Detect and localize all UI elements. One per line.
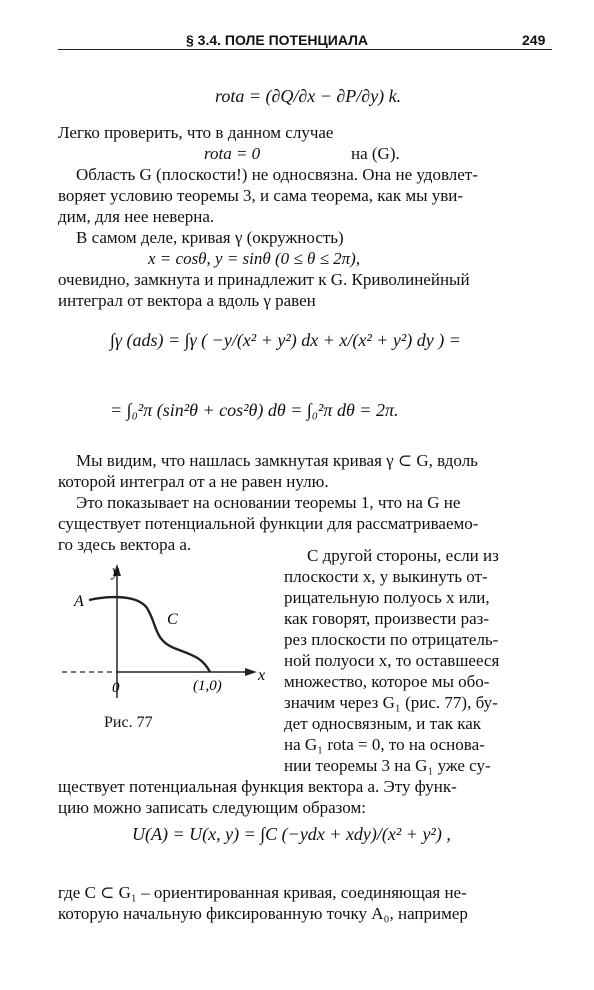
text-line: плоскости x, y выкинуть от-	[284, 567, 488, 586]
formula-parametrization: x = cosθ, y = sinθ (0 ≤ θ ≤ 2π),	[148, 249, 361, 268]
text-line: очевидно, замкнута и принадлежит к G. Криволинейный	[58, 270, 470, 289]
text-line: как говорят, произвести раз-	[284, 609, 490, 628]
text-line: нии теоремы 3 на G₁ уже су-	[284, 756, 491, 775]
text-line: которой интеграл от a не равен нулю.	[58, 472, 329, 491]
formula-integral-evaluation: = ∫₀²π (sin²θ + cos²θ) dθ = ∫₀²π dθ = 2π.	[110, 400, 399, 420]
formula-rot-zero: rota = 0	[204, 144, 261, 163]
text-line: существует потенциальной функции для рассматриваемо-	[58, 514, 479, 533]
formula-rot-definition: rota = (∂Q/∂x − ∂P/∂y) k.	[215, 86, 402, 106]
text-line: го здесь вектора a.	[58, 535, 192, 554]
formula-line-integral: ∫γ (ads) = ∫γ ( −y/(x² + y²) dx + x/(x² + y²) dy ) =	[110, 330, 461, 350]
x-axis-arrow	[245, 668, 257, 676]
formula-rot-zero-domain: на (G).	[351, 144, 400, 163]
text-line: рез плоскости по отрицатель-	[284, 630, 499, 649]
text-line: воряет условию теоремы 3, и сама теорема, как мы уви-	[58, 186, 464, 205]
text-line: где C ⊂ G₁ – ориентированная кривая, соединяющая не-	[58, 883, 467, 902]
figure-77	[62, 560, 280, 710]
text-line: на G₁ rota = 0, то на основа-	[284, 735, 485, 754]
text-line: Мы видим, что нашлась замкнутая кривая γ ⊂ G, вдоль	[76, 451, 478, 470]
text-line: Легко проверить, что в данном случае	[58, 123, 334, 142]
text-line: С другой стороны, если из	[307, 546, 499, 565]
point-label: (1,0)	[193, 678, 222, 694]
text-line: ной полуоси x, то оставшееся	[284, 651, 500, 670]
curve-c	[89, 597, 210, 672]
text-line: В самом деле, кривая γ (окружность)	[76, 228, 344, 247]
text-line: Это показывает на основании теоремы 1, что на G не	[76, 493, 461, 512]
text-line: дим, для нее неверна.	[58, 207, 215, 226]
header-rule	[58, 49, 552, 50]
origin-label: 0	[112, 680, 120, 696]
page-number: 249	[522, 32, 546, 48]
text-line: ществует потенциальная функция вектора a. Эту функ-	[58, 777, 457, 796]
y-axis-label: y	[112, 563, 120, 580]
text-line: значим через G₁ (рис. 77), бу-	[284, 693, 498, 712]
point-a-label: A	[74, 593, 84, 610]
text-line: множество, которое мы обо-	[284, 672, 490, 691]
figure-caption: Рис. 77	[104, 714, 153, 731]
text-line: Область G (плоскости!) не односвязна. Она не удовлет-	[76, 165, 478, 184]
formula-potential: U(A) = U(x, y) = ∫C (−ydx + xdy)/(x² + y²) ,	[132, 824, 451, 844]
text-line: дет односвязным, и так как	[284, 714, 482, 733]
text-line: которую начальную фиксированную точку A₀, например	[58, 904, 468, 923]
x-axis-label: x	[258, 667, 266, 684]
text-line: цию можно записать следующим образом:	[58, 798, 366, 817]
text-line: рицательную полуось x или,	[284, 588, 490, 607]
running-header: § 3.4. ПОЛЕ ПОТЕНЦИАЛА	[186, 32, 369, 48]
text-line: интеграл от вектора a вдоль γ равен	[58, 291, 316, 310]
curve-c-label: C	[167, 611, 178, 628]
